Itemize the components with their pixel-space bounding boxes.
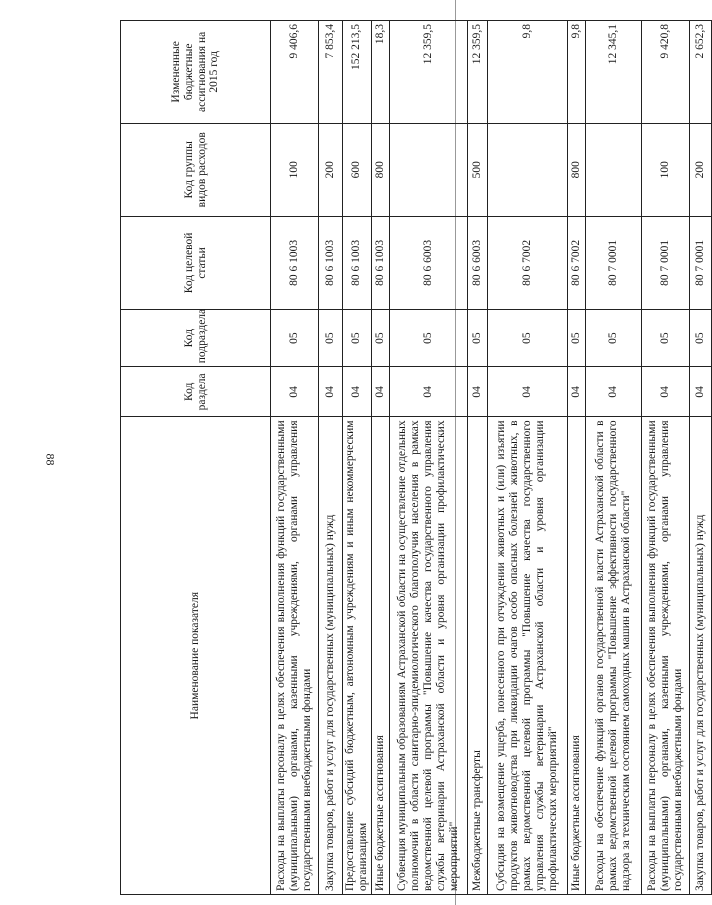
cell-group	[585, 123, 641, 216]
cell-group: 200	[319, 123, 343, 216]
table-row	[343, 21, 372, 895]
cell-amount: 7 853,4	[319, 21, 343, 124]
cell-target: 80 7 0001	[689, 216, 711, 309]
cell-target: 80 7 0001	[641, 216, 689, 309]
cell-amount: 2 652,3	[689, 21, 711, 124]
header-amount: Измененные бюджетные ассигнования на 2015 год	[121, 21, 271, 124]
cell-section: 04	[585, 367, 641, 417]
cell-subsection: 05	[567, 309, 585, 366]
cell-target: 80 6 1003	[343, 216, 372, 309]
cell-name: Субвенция муниципальным образованиям Астраханской области на осуществление отдельных полномочий в области санитарно-эпидемиологического благополучия населения в рамках ведомственной целевой программы "Повышение качества государственного управления службы ветеринарии Астраханской области и уровня организации профилактических мероприятий"	[389, 417, 467, 895]
cell-group: 200	[689, 123, 711, 216]
cell-section: 04	[467, 367, 487, 417]
cell-group: 100	[271, 123, 319, 216]
cell-group: 100	[641, 123, 689, 216]
cell-name: Расходы на обеспечение функций органов государственной власти Астраханской области в рамках ведомственной целевой программы "Повышение эффективности государственного надзора за техническим состоянием самоходных машин в Астраханской области"	[585, 417, 641, 895]
cell-amount: 12 345,1	[585, 21, 641, 124]
cell-group: 800	[371, 123, 389, 216]
cell-subsection: 05	[371, 309, 389, 366]
cell-target: 80 7 0001	[585, 216, 641, 309]
cell-subsection: 05	[389, 309, 467, 366]
table-row	[389, 21, 467, 895]
table-row	[487, 21, 567, 895]
cell-section: 04	[371, 367, 389, 417]
cell-section: 04	[389, 367, 467, 417]
cell-target: 80 6 7002	[487, 216, 567, 309]
cell-target: 80 6 1003	[371, 216, 389, 309]
cell-section: 04	[487, 367, 567, 417]
cell-name: Межбюджетные трансферты	[467, 417, 487, 895]
cell-amount: 12 359,5	[467, 21, 487, 124]
cell-name: Иные бюджетные ассигнования	[371, 417, 389, 895]
cell-section: 04	[689, 367, 711, 417]
table-row	[319, 21, 343, 895]
cell-subsection: 05	[319, 309, 343, 366]
cell-group: 500	[467, 123, 487, 216]
header-subsection: Код подраздела	[121, 309, 271, 366]
rotated-table-container	[120, 20, 706, 895]
table-row	[689, 21, 711, 895]
cell-section: 04	[319, 367, 343, 417]
table-row	[567, 21, 585, 895]
header-target: Код целевой статьи	[121, 216, 271, 309]
cell-target: 80 6 1003	[271, 216, 319, 309]
cell-name: Предоставление субсидий бюджетным, автономным учреждениям и иным некоммерческим организациям	[343, 417, 372, 895]
cell-subsection: 05	[641, 309, 689, 366]
cell-amount: 9,8	[487, 21, 567, 124]
cell-group: 800	[567, 123, 585, 216]
header-section: Код раздела	[121, 367, 271, 417]
cell-name: Закупка товаров, работ и услуг для государственных (муниципальных) нужд	[319, 417, 343, 895]
cell-group: 600	[343, 123, 372, 216]
cell-name: Расходы на выплаты персоналу в целях обеспечения выполнения функций государственными (муниципальными) органами, казенными учреждениями, органами управления государственными внебюджетными фондами	[271, 417, 319, 895]
cell-target: 80 6 6003	[467, 216, 487, 309]
cell-target: 80 6 7002	[567, 216, 585, 309]
budget-table	[120, 20, 712, 895]
cell-name: Расходы на выплаты персоналу в целях обеспечения выполнения функций государственными (муниципальными) органами, казенными учреждениями, органами управления государственными внебюджетными фондами	[641, 417, 689, 895]
page-number: 88	[43, 453, 58, 466]
cell-subsection: 05	[467, 309, 487, 366]
cell-section: 04	[271, 367, 319, 417]
cell-amount: 152 213,5	[343, 21, 372, 124]
cell-subsection: 05	[343, 309, 372, 366]
cell-amount: 9,8	[567, 21, 585, 124]
cell-amount: 9 406,6	[271, 21, 319, 124]
header-group: Код группы видов расходов	[121, 123, 271, 216]
cell-subsection: 05	[271, 309, 319, 366]
cell-target: 80 6 1003	[319, 216, 343, 309]
cell-group	[389, 123, 467, 216]
header-name: Наименование показателя	[121, 417, 271, 895]
cell-section: 04	[641, 367, 689, 417]
cell-subsection: 05	[585, 309, 641, 366]
cell-subsection: 05	[689, 309, 711, 366]
cell-amount: 18,3	[371, 21, 389, 124]
cell-subsection: 05	[487, 309, 567, 366]
cell-section: 04	[567, 367, 585, 417]
cell-group	[487, 123, 567, 216]
cell-amount: 9 420,8	[641, 21, 689, 124]
cell-name: Закупка товаров, работ и услуг для государственных (муниципальных) нужд	[689, 417, 711, 895]
table-row	[641, 21, 689, 895]
cell-name: Иные бюджетные ассигнования	[567, 417, 585, 895]
table-row	[467, 21, 487, 895]
table-header-row	[121, 21, 271, 895]
cell-target: 80 6 6003	[389, 216, 467, 309]
cell-amount: 12 359,5	[389, 21, 467, 124]
table-row	[371, 21, 389, 895]
cell-section: 04	[343, 367, 372, 417]
cell-name: Субсидия на возмещение ущерба, понесенного при отчуждении животных и (или) изъятии продуктов животноводства при ликвидации очагов особо опасных болезней животных, в рамках ведомственной целевой программы "Повышение качества государственного управления службы ветеринарии Астраханской области и уровня организации профилактических мероприятий"	[487, 417, 567, 895]
table-row	[585, 21, 641, 895]
table-row	[271, 21, 319, 895]
